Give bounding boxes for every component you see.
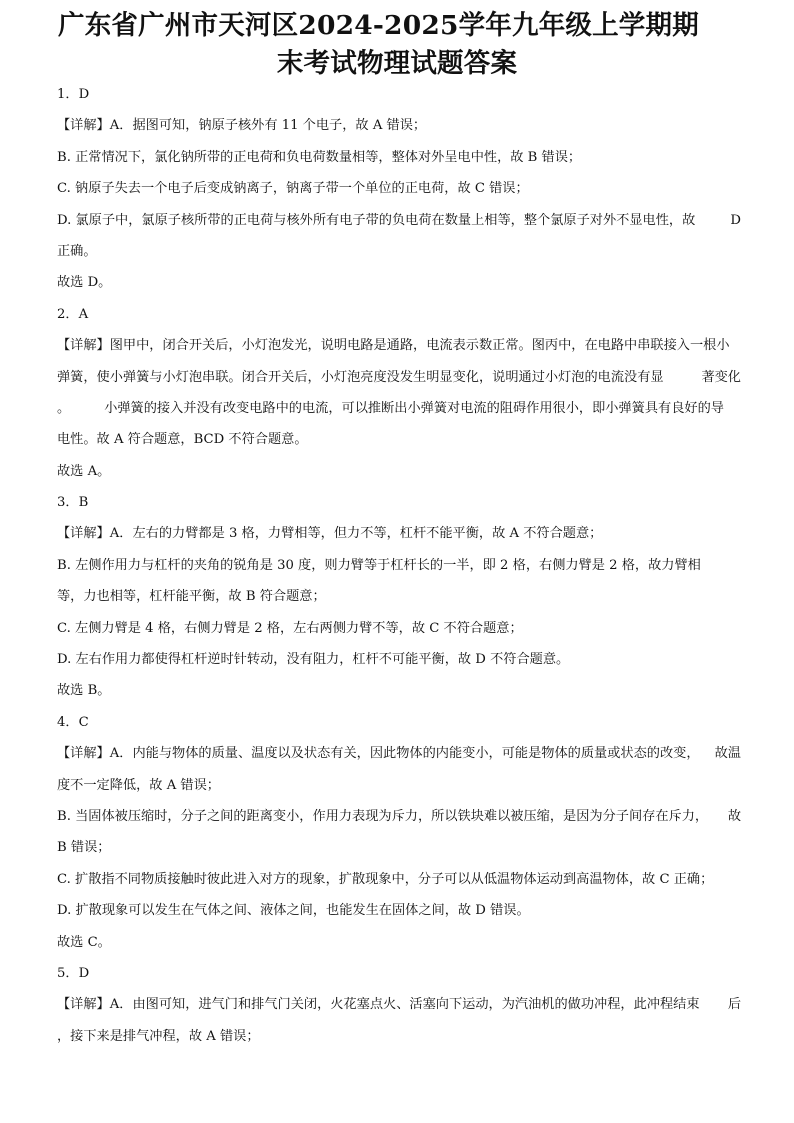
answer-line — [57, 110, 741, 141]
answer-line — [57, 989, 741, 1020]
answer-line — [57, 173, 741, 204]
text: B. 正常情况下，氯化钠所带的正电荷和负电荷数量相等，整体对外呈电中性，故 B 错误； — [57, 149, 582, 165]
answer-line — [57, 864, 741, 895]
text: D. 左右作用力都使得杠杆逆时针转动，没有阻力，杠杆不可能平衡，故 D 不符合题意。 — [57, 652, 570, 668]
answer-line — [57, 518, 741, 549]
text: 3．B — [57, 495, 89, 511]
answer-line — [57, 1021, 741, 1052]
answer-line — [57, 299, 741, 330]
text: 【详解】图甲中，闭合开关后，小灯泡发光，说明电路是通路，电流表示数正常。图丙中，在电路中串联接入一根小 — [57, 338, 730, 354]
text: 后 — [727, 997, 741, 1013]
text: B 错误； — [57, 840, 111, 856]
text: 故温 — [714, 746, 741, 762]
text: 故选 C。 — [57, 934, 111, 950]
answer-line — [57, 205, 741, 236]
answer-line — [57, 644, 741, 675]
text: C. 钠原子失去一个电子后变成钠离子，钠离子带一个单位的正电荷，故 C 错误； — [57, 181, 529, 197]
answer-line — [57, 832, 741, 863]
text: 【详解】A．据图可知，钠原子核外有 11 个电子，故 A 错误； — [57, 118, 427, 134]
text: ，接下来是排气冲程，故 A 错误； — [57, 1028, 260, 1044]
text: 等，力也相等，杠杆能平衡，故 B 符合题意； — [57, 589, 326, 605]
answer-line — [57, 267, 741, 298]
answer-line — [57, 770, 741, 801]
document-title-line-2: 末考试物理试题答案 — [276, 48, 518, 79]
text: 故 — [727, 808, 741, 824]
answer-line — [57, 142, 741, 173]
text: 度不一定降低，故 A 错误； — [57, 777, 220, 793]
text: C. 左侧力臂是 4 格，右侧力臂是 2 格，左右两侧力臂不等，故 C 不符合题意； — [57, 620, 523, 636]
text: 5．D — [57, 965, 90, 981]
text: 4．C — [57, 714, 89, 730]
text: 1．D — [57, 87, 90, 102]
text: 电性。故 A 符合题意，BCD 不符合题意。 — [57, 432, 308, 448]
text: 著变化 — [701, 369, 741, 385]
text: 故选 D。 — [57, 275, 112, 291]
answer-line — [57, 738, 741, 769]
document-title-line-1: 广东省广州市天河区2024-2025学年九年级上学期期 — [58, 10, 699, 41]
answer-line — [57, 79, 741, 110]
answer-line — [57, 550, 741, 581]
answer-line — [57, 675, 741, 706]
answer-body — [57, 79, 741, 1052]
answer-line — [57, 958, 741, 989]
answer-line — [57, 362, 741, 393]
answer-line — [57, 236, 741, 267]
text: 【详解】A．内能与物体的质量、温度以及状态有关，因此物体的内能变小，可能是物体的质量或状态的改变， — [57, 746, 700, 762]
text: C. 扩散指不同物质接触时彼此进入对方的现象，扩散现象中，分子可以从低温物体运动到高温物体，故 C 正确； — [57, 871, 714, 887]
text: 。 — [57, 400, 71, 416]
text: 2．A — [57, 306, 89, 322]
answer-line — [57, 581, 741, 612]
answer-line — [57, 613, 741, 644]
answer-line — [57, 487, 741, 518]
text: 【详解】A．由图可知，进气门和排气门关闭，火花塞点火、活塞向下运动，为汽油机的做功冲程，此冲程结束 — [57, 997, 700, 1013]
text: 故选 B。 — [57, 683, 111, 699]
text: D. 扩散现象可以发生在气体之间、液体之间，也能发生在固体之间，故 D 错误。 — [57, 903, 530, 919]
text: 故选 A。 — [57, 463, 111, 479]
answer-line — [57, 424, 741, 455]
answer-line — [57, 801, 741, 832]
text: 弹簧，使小弹簧与小灯泡串联。闭合开关后，小灯泡亮度没发生明显变化，说明通过小灯泡的电流没有显 — [57, 369, 664, 385]
answer-line — [57, 927, 741, 958]
answer-line — [57, 895, 741, 926]
answer-line — [57, 707, 741, 738]
text: D. 氯原子中，氯原子核所带的正电荷与核外所有电子带的负电荷在数量上相等，整个氯原子对外不显电性，故 — [57, 212, 696, 228]
text: 小弹簧的接入并没有改变电路中的电流，可以推断出小弹簧对电流的阻碍作用很小，即小弹簧具有良好的导 — [104, 400, 724, 416]
text: B. 左侧作用力与杠杆的夹角的锐角是 30 度，则力臂等于杠杆长的一半，即 2 格，右侧力臂是 2 格，故力臂相 — [57, 557, 701, 573]
text: B. 当固体被压缩时，分子之间的距离变小，作用力表现为斥力，所以铁块难以被压缩，是因为分子间存在斥力， — [57, 808, 709, 824]
text: D — [730, 212, 741, 228]
text: 正确。 — [57, 243, 97, 259]
answer-line — [57, 456, 741, 487]
answer-line — [57, 330, 741, 361]
text: 【详解】A．左右的力臂都是 3 格，力臂相等，但力不等，杠杆不能平衡，故 A 不符合题意； — [57, 526, 603, 542]
answer-line — [57, 393, 741, 424]
